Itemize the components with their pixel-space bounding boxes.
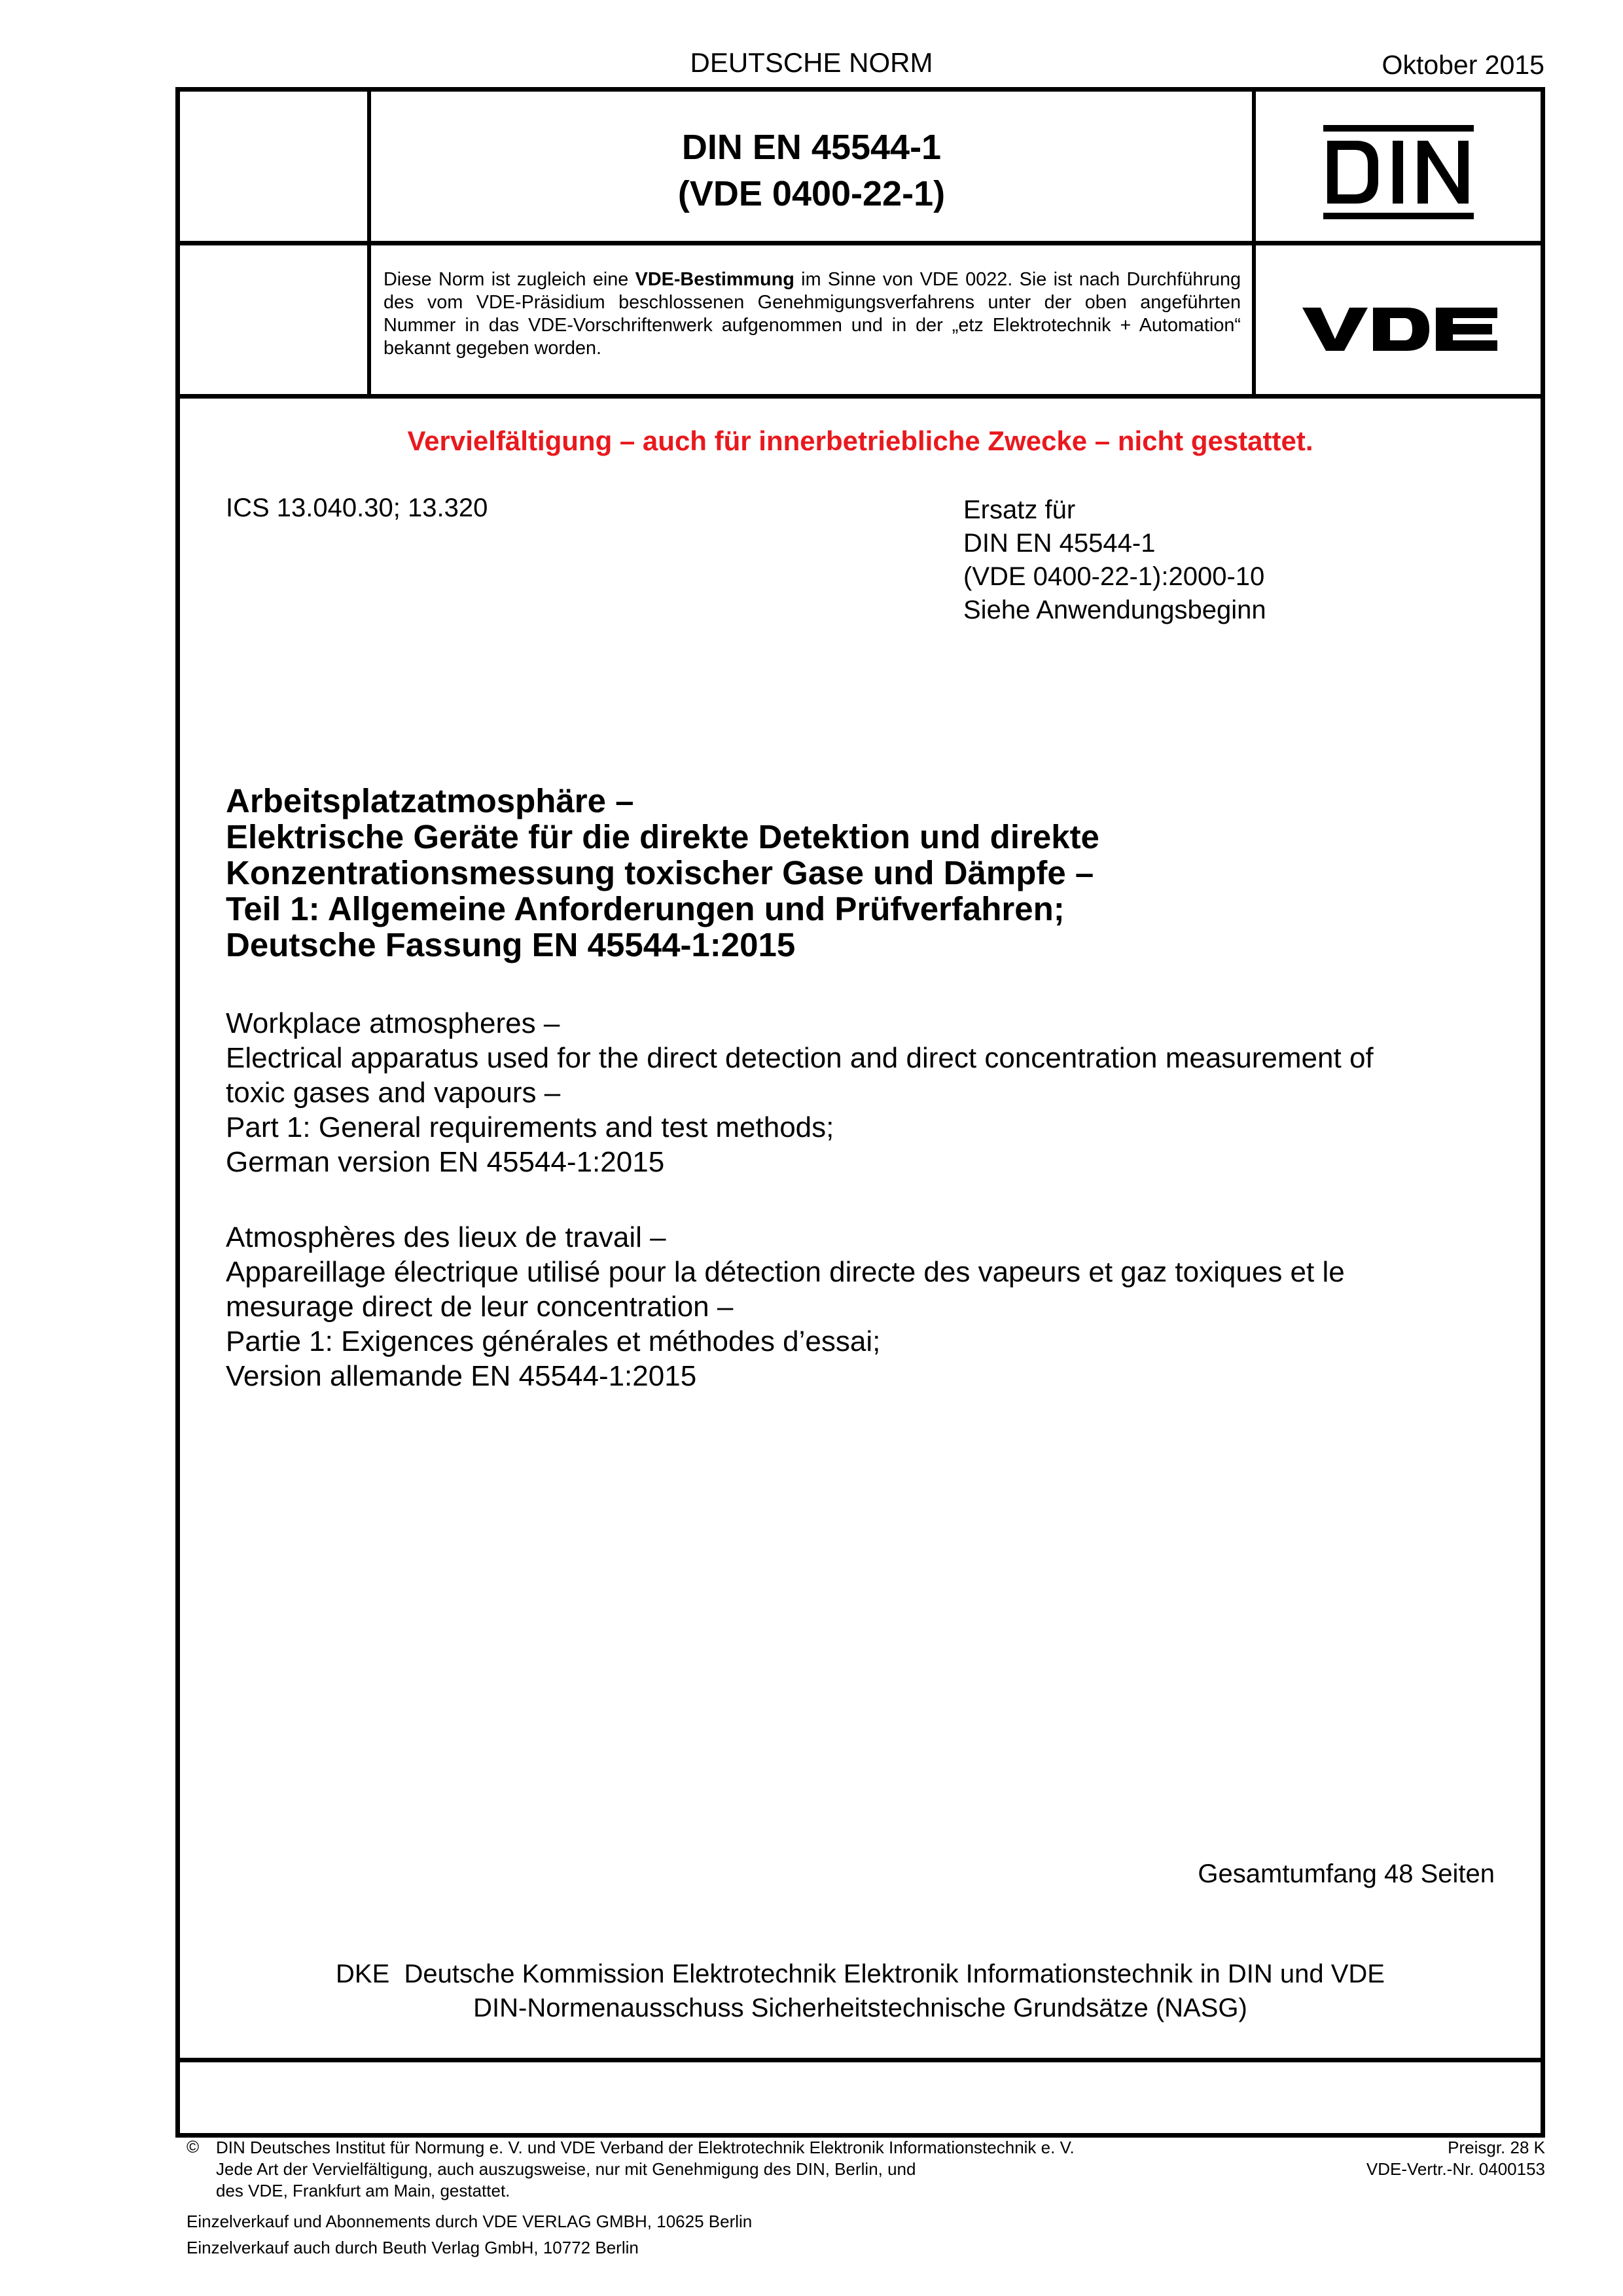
copy-warning: Vervielfältigung – auch für innerbetriebliche Zwecke – nicht gestattet. <box>407 425 1313 456</box>
title-german-line: Konzentrationsmessung toxischer Gase und Dämpfe – <box>226 854 1094 891</box>
price-group: Preisgr. 28 K <box>1448 2138 1545 2157</box>
document-number <box>369 124 1254 217</box>
title-german-line: Arbeitsplatzatmosphäre – <box>226 782 634 819</box>
header-divider-horizontal-2 <box>175 394 1545 399</box>
din-logo <box>1323 125 1474 219</box>
title-german-line: Teil 1: Allgemeine Anforderungen und Prüfverfahren; <box>226 890 1065 927</box>
vde-notice-text-1: Diese Norm ist zugleich eine <box>383 269 635 290</box>
copyright-notice <box>216 2137 1075 2202</box>
copyright-line: Jede Art der Vervielfältigung, auch auszugsweise, nur mit Genehmigung des DIN, Berlin, und <box>216 2159 916 2179</box>
sales-beuth-verlag: Einzelverkauf auch durch Beuth Verlag GmbH, 10772 Berlin <box>187 2238 639 2257</box>
title-french-line: mesurage direct de leur concentration – <box>226 1291 734 1323</box>
vde-notice <box>383 268 1241 360</box>
copyright-line: des VDE, Frankfurt am Main, gestattet. <box>216 2181 510 2200</box>
header-divider-horizontal-1 <box>175 241 1545 245</box>
publication-date: Oktober 2015 <box>1382 50 1544 80</box>
replaces-vde-date: (VDE 0400-22-1):2000-10 <box>963 562 1265 591</box>
committee <box>175 1957 1545 2025</box>
copyright-line: DIN Deutsches Institut für Normung e. V. und VDE Verband der Elektrotechnik Elektronik Informationstechnik e. V. <box>216 2138 1075 2157</box>
title-french-line: Version allemande EN 45544-1:2015 <box>226 1360 697 1392</box>
title-german-line: Deutsche Fassung EN 45544-1:2015 <box>226 926 796 963</box>
document-number-din: DIN EN 45544-1 <box>681 128 942 167</box>
vde-notice-text-2: im Sinne von VDE 0022. Sie ist nach Durchführung des vom VDE-Präsidium beschlossenen Genehmigungsverfahrens unter der oben angeführten Nummer in das VDE-Vorschriftenwerk aufgenommen und in der „etz Elektrotechnik + Automation“ bekannt gegeben worden. <box>383 269 1241 359</box>
sales-number: VDE-Vertr.-Nr. 0400153 <box>1366 2159 1545 2179</box>
sales-vde-verlag: Einzelverkauf und Abonnements durch VDE VERLAG GMBH, 10625 Berlin <box>187 2212 753 2231</box>
title-english-line: Workplace atmospheres – <box>226 1007 560 1039</box>
committee-nasg: DIN-Normenausschuss Sicherheitstechnische Grundsätze (NASG) <box>473 1994 1247 2022</box>
title-english-line: Electrical apparatus used for the direct detection and direct concentration measurement of <box>226 1042 1374 1074</box>
total-pages: Gesamtumfang 48 Seiten <box>1198 1859 1495 1888</box>
replaces-label: Ersatz für <box>963 495 1076 524</box>
vde-logo <box>1302 306 1499 352</box>
footer-divider-horizontal <box>175 2058 1545 2062</box>
title-german-line: Elektrische Geräte für die direkte Detektion und direkte <box>226 818 1099 855</box>
title-english-line: Part 1: General requirements and test methods; <box>226 1111 834 1143</box>
title-german <box>226 783 1099 963</box>
title-english <box>226 1006 1374 1179</box>
title-french-line: Partie 1: Exigences générales et méthodes d’essai; <box>226 1325 881 1357</box>
document-number-vde: (VDE 0400-22-1) <box>677 174 946 213</box>
standard-type-label: DEUTSCHE NORM <box>690 47 933 78</box>
ics-code: ICS 13.040.30; 13.320 <box>226 493 488 522</box>
title-french-line: Appareillage électrique utilisé pour la détection directe des vapeurs et gaz toxiques et le <box>226 1256 1345 1288</box>
replaces-block <box>963 493 1266 627</box>
price-info <box>1366 2137 1545 2180</box>
replaces-note: Siehe Anwendungsbeginn <box>963 596 1266 624</box>
replaces-standard: DIN EN 45544-1 <box>963 529 1156 558</box>
vde-notice-bold: VDE-Bestimmung <box>635 269 794 290</box>
committee-dke: DKE Deutsche Kommission Elektrotechnik Elektronik Informationstechnik in DIN und VDE <box>336 1960 1385 1988</box>
title-english-line: German version EN 45544-1:2015 <box>226 1146 665 1178</box>
title-french <box>226 1220 1345 1393</box>
title-english-line: toxic gases and vapours – <box>226 1077 561 1109</box>
copyright-symbol: © <box>187 2137 200 2157</box>
title-french-line: Atmosphères des lieux de travail – <box>226 1221 666 1253</box>
